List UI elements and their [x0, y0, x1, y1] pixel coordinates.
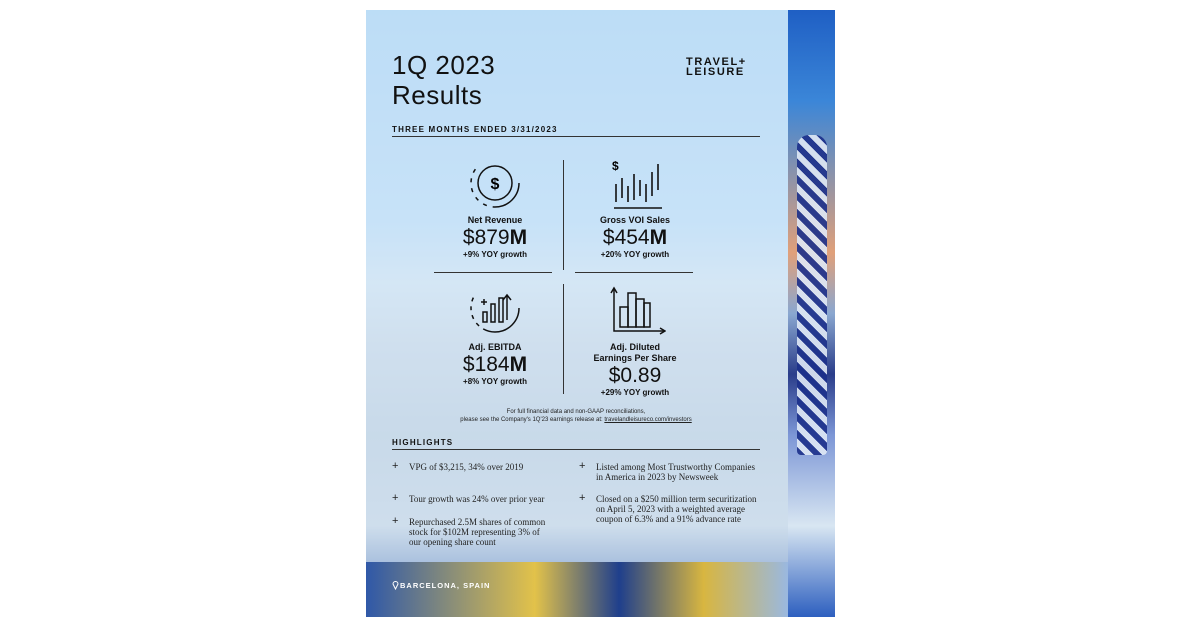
- reconciliation-note: For full financial data and non-GAAP reconciliations, please see the Company's 1Q'23 earnings release at: travelandleisureco.com/investors: [460, 409, 692, 423]
- highlights-heading: HIGHLIGHTS: [392, 438, 454, 447]
- location-pin-icon: [392, 580, 399, 590]
- background-tower-photo: [788, 10, 835, 617]
- highlight-item: + Repurchased 2.5M shares of common stock for $102M representing 3% of our opening share count: [392, 515, 546, 547]
- dollar-circle-icon: [469, 157, 521, 209]
- metric-net-revenue: Net Revenue $879M +9% YOY growth: [462, 215, 528, 259]
- location-label: BARCELONA, SPAIN: [400, 581, 491, 590]
- period-heading: THREE MONTHS ENDED 3/31/2023: [392, 125, 558, 134]
- highlight-item: + Tour growth was 24% over prior year: [392, 492, 545, 504]
- page-title: 1Q 2023 Results: [392, 50, 496, 110]
- divider: [434, 272, 552, 273]
- svg-text:$: $: [490, 176, 500, 193]
- svg-text:$: $: [612, 159, 619, 173]
- plus-icon: +: [392, 492, 399, 504]
- metric-adj-ebitda: Adj. EBITDA $184M +8% YOY growth: [462, 342, 528, 386]
- plus-icon: +: [579, 492, 586, 504]
- growth-circle-icon: [469, 282, 521, 334]
- divider: [563, 160, 564, 270]
- metric-gross-voi-sales: Gross VOI Sales $454M +20% YOY growth: [599, 215, 671, 259]
- plus-icon: +: [579, 460, 586, 472]
- travel-leisure-logo: TRAVEL+ LEISURE: [686, 56, 747, 78]
- bar-chart-icon: [610, 285, 666, 337]
- plus-icon: +: [392, 460, 399, 472]
- divider: [575, 272, 693, 273]
- highlight-item: + Listed among Most Trustworthy Companies in America in 2023 by Newsweek: [579, 460, 756, 482]
- tower-mosaic: [797, 135, 827, 455]
- bar-lines-icon: [610, 158, 666, 210]
- highlight-item: + Closed on a $250 million term securitization on April 5, 2023 with a weighted average coupon of 6.3% and a 91% advance rate: [579, 492, 757, 524]
- divider: [392, 136, 760, 137]
- plus-icon: +: [392, 515, 399, 527]
- investors-link[interactable]: travelandleisureco.com/investors: [604, 417, 692, 423]
- divider: [392, 449, 760, 450]
- metric-adj-diluted-eps: Adj. Diluted Earnings Per Share $0.89 +29% YOY growth: [593, 342, 677, 397]
- highlight-item: + VPG of $3,215, 34% over 2019: [392, 460, 524, 472]
- results-infographic: [366, 10, 835, 617]
